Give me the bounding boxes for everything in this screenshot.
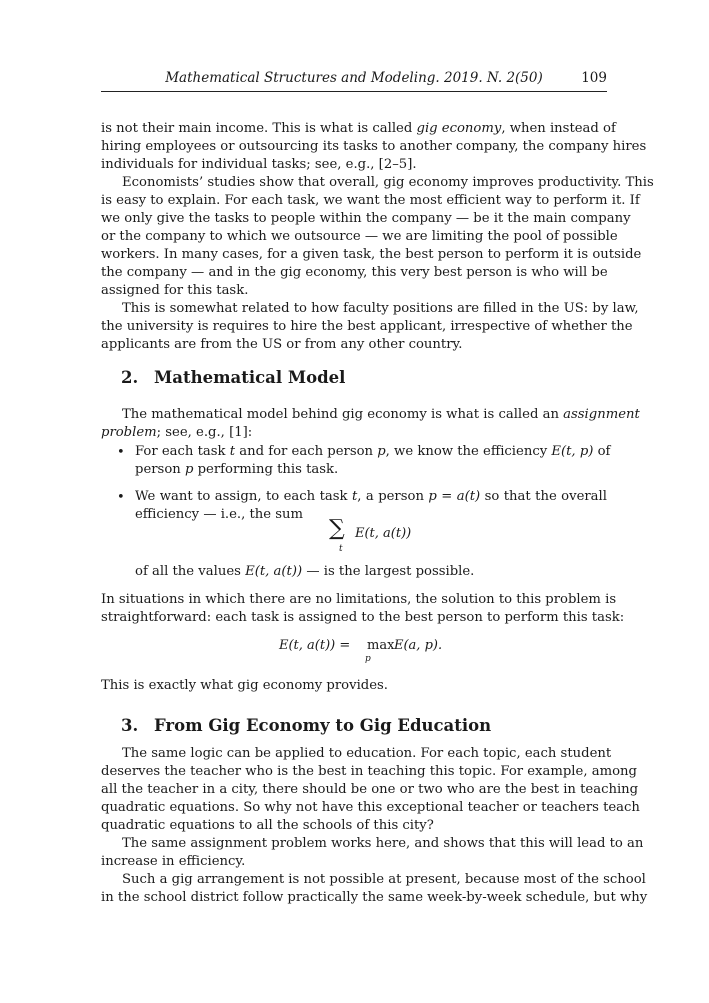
text-line: of all the values E(t, a(t)) — is the largest possible. <box>135 564 475 579</box>
text-line: This is exactly what gig economy provides. <box>101 678 388 693</box>
bullet-marker: • <box>117 490 125 505</box>
text-line: the university is requires to hire the best applicant, irrespective of whether the <box>101 319 633 334</box>
equation-rhs: E(a, p). <box>394 638 443 653</box>
text-line: person p performing this task. <box>135 462 339 477</box>
text-line: is not their main income. This is what is called gig economy, when instead of <box>101 121 616 136</box>
text-line: or the company to which we outsource — we are limiting the pool of possible <box>101 229 618 244</box>
text-line: deserves the teacher who is the best in teaching this topic. For example, among <box>101 764 637 779</box>
text-line: quadratic equations. So why not have this exceptional teacher or teachers teach <box>101 800 640 815</box>
text-line: Economists’ studies show that overall, gig economy improves productivity. This <box>122 175 654 190</box>
text-line: hiring employees or outsourcing its tasks to another company, the company hires <box>101 139 647 154</box>
max-operator: max <box>367 638 395 653</box>
sum-index: t <box>339 544 343 554</box>
text-line: We want to assign, to each task t, a person p = a(t) so that the overall <box>135 489 607 504</box>
text-line: In situations in which there are no limitations, the solution to this problem is <box>101 592 617 607</box>
equation-lhs: E(t, a(t)) = <box>279 638 351 653</box>
text-line: all the teacher in a city, there should be one or two who are the best in teaching <box>101 782 639 797</box>
max-index: p <box>365 654 371 664</box>
text-line: increase in efficiency. <box>101 854 246 869</box>
text-line: This is somewhat related to how faculty positions are filled in the US: by law, <box>122 301 639 316</box>
emphasis: assignment <box>563 407 640 422</box>
section-heading: 3. From Gig Economy to Gig Education <box>121 716 492 735</box>
text-line: we only give the tasks to people within the company — be it the main company <box>101 211 631 226</box>
emphasis: problem <box>101 425 157 440</box>
text-line: the company — and in the gig economy, this very best person is who will be <box>101 265 608 280</box>
text-line: applicants are from the US or from any other country. <box>101 337 463 352</box>
sum-expression: E(t, a(t)) <box>355 526 412 541</box>
text-line: For each task t and for each person p, we know the efficiency E(t, p) of <box>135 444 611 459</box>
text-line: straightforward: each task is assigned to the best person to perform this task: <box>101 610 625 625</box>
text-line: problem; see, e.g., [1]: <box>101 425 253 440</box>
text-line: in the school district follow practically the same week-by-week schedule, but why <box>101 890 648 905</box>
journal-title: Mathematical Structures and Modeling. 2019. N. 2(50) <box>165 70 543 86</box>
running-header <box>101 70 607 90</box>
emphasis: gig economy <box>416 121 502 136</box>
sum-symbol: ∑ <box>329 516 345 541</box>
text-line: efficiency — i.e., the sum <box>135 507 304 522</box>
text-line: Such a gig arrangement is not possible at present, because most of the school <box>122 872 646 887</box>
section-heading: 2. Mathematical Model <box>121 368 346 387</box>
text-line: individuals for individual tasks; see, e.g., [2–5]. <box>101 157 417 172</box>
bullet-marker: • <box>117 445 125 460</box>
text-line: is easy to explain. For each task, we want the most efficient way to perform it. If <box>101 193 640 208</box>
text-line: assigned for this task. <box>101 283 249 298</box>
text-line: The same assignment problem works here, and shows that this will lead to an <box>122 836 644 851</box>
text-line: The same logic can be applied to education. For each topic, each student <box>122 746 612 761</box>
page-number: 109 <box>581 70 607 86</box>
text-line: workers. In many cases, for a given task, the best person to perform it is outside <box>101 247 642 262</box>
header-rule <box>101 91 607 92</box>
text-line: quadratic equations to all the schools of this city? <box>101 818 434 833</box>
text-line: The mathematical model behind gig economy is what is called an assignment <box>122 407 640 422</box>
